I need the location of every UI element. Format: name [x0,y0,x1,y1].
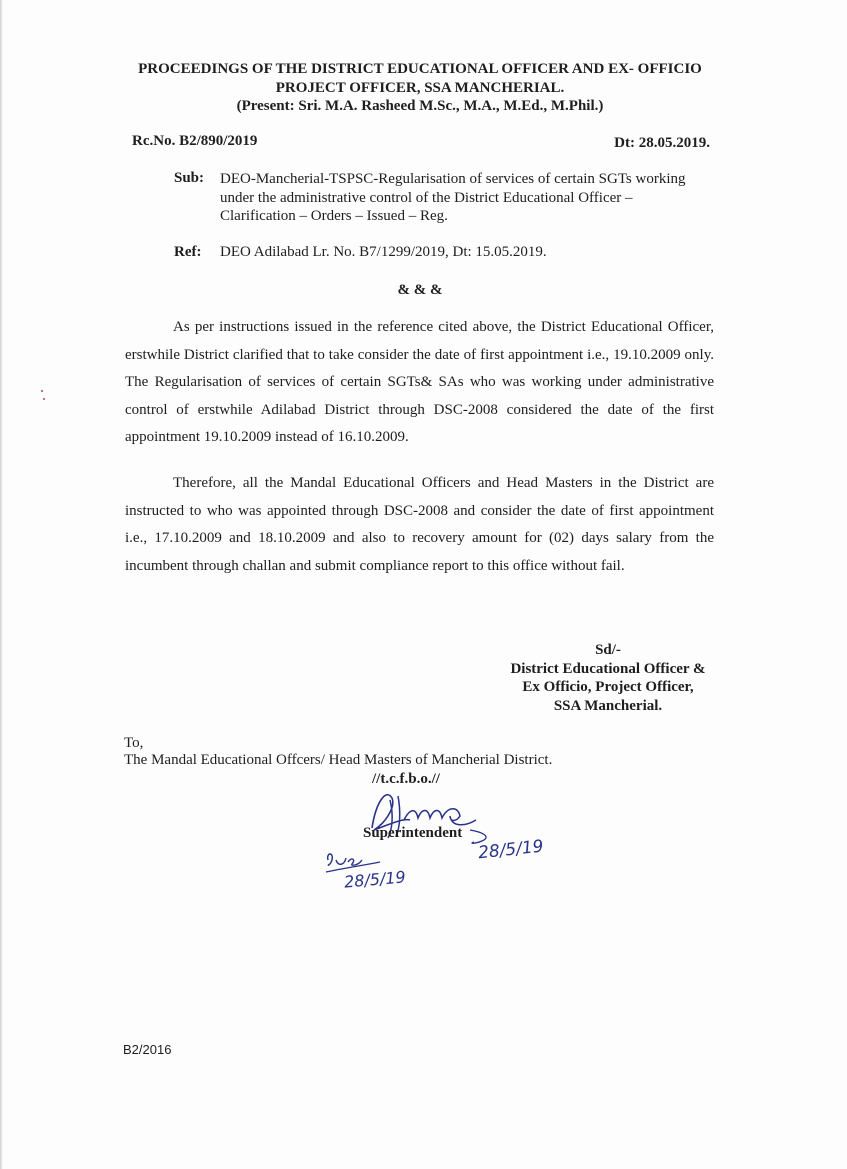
document-heading [100,60,740,116]
heading-line-2: PROJECT OFFICER, SSA MANCHERIAL. [275,79,565,96]
footer-file-code: B2/2016 [123,1042,172,1057]
recipient-label: To, [124,735,144,751]
ink-speck [43,398,45,400]
signature-sd: Sd/- [595,642,621,658]
signature-line-1: District Educational Officer & [510,660,706,677]
body-paragraph-1: As per instructions issued in the reference cited above, the District Educational Officer, erstwhile District clarified that to take consider the date of first appointment i.e., 19.10.2009 only. The Regularisation of services of certain SGTs& SAs who was working under administrative control of erstwhile Adilabad District through DSC-2008 considered the date of the first appointment 19.10.2009 instead of 16.10.2009. [125,319,714,445]
recipient-text: The Mandal Educational Offcers/ Head Masters of Mancherial District. [124,752,553,768]
subject-label: Sub: [174,170,205,186]
reference-label: Ref: [174,244,202,260]
heading-line-3: (Present: Sri. M.A. Rasheed M.Sc., M.A., M.Ed., M.Phil.) [236,98,604,114]
ink-speck [41,390,43,392]
reference-number: Rc.No. B2/890/2019 [132,133,258,149]
handwritten-date-1: 28/5/19 [477,836,545,864]
document-date: Dt: 28.05.2019. [614,135,710,151]
superintendent-label: Superintendent [363,825,463,841]
signature-line-3: SSA Mancherial. [553,697,663,714]
handwritten-date-2: 28/5/19 [343,867,407,892]
reference-text: DEO Adilabad Lr. No. B7/1299/2019, Dt: 15.05.2019. [220,244,547,260]
subject-text: DEO-Mancherial-TSPSC-Regularisation of services of certain SGTs working under the administrative control of the District Educational Officer – Clarification – Orders – Issued – Reg. [220,171,686,224]
signature-line-2: Ex Officio, Project Officer, [522,679,694,695]
signature-block [493,641,723,715]
heading-line-1: PROCEEDINGS OF THE DISTRICT EDUCATIONAL OFFICER AND EX- OFFICIO [138,61,702,77]
section-separator: & & & [397,282,443,298]
page-edge [0,0,3,1169]
attestation-mark: //t.c.f.b.o.// [372,771,440,787]
body-paragraph-2: Therefore, all the Mandal Educational Officers and Head Masters in the District are instructed to who was appointed through DSC-2008 and consider the date of first appointment i.e., 17.10.2009 and 18.10.2009 and also to recovery amount for (02) days salary from the incumbent through challan and submit compliance report to this office without fail. [125,475,714,574]
